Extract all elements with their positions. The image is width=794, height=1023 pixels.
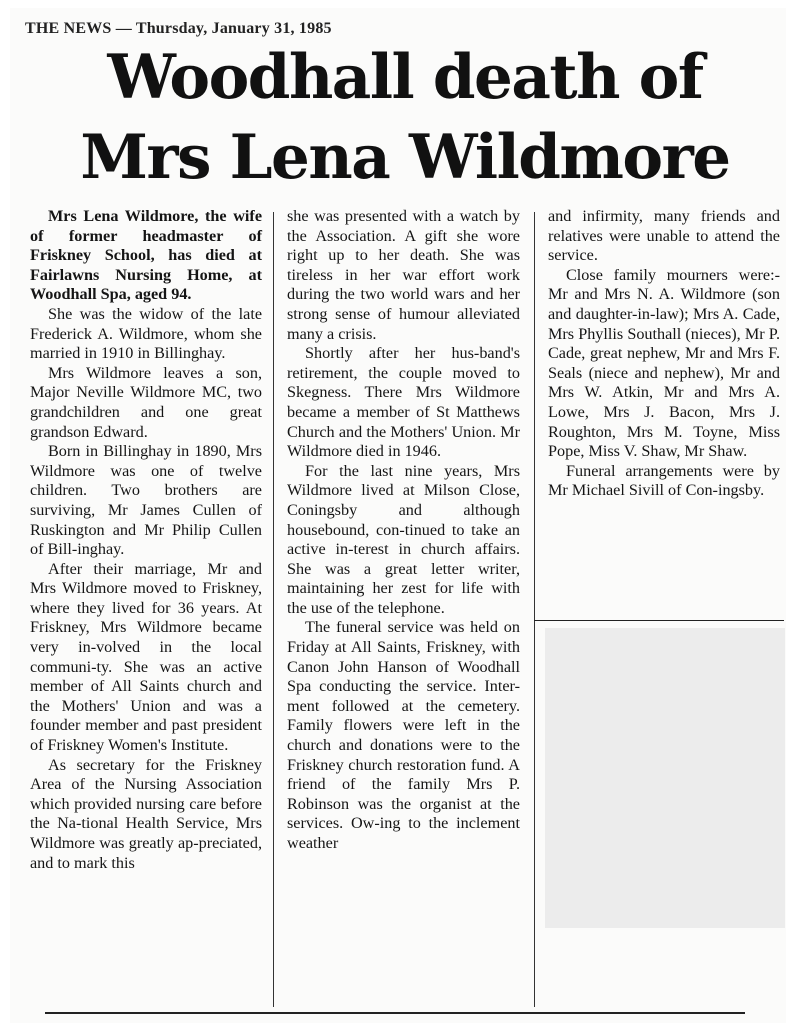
column-rule [273,212,274,1007]
article-paragraph: After their marriage, Mr and Mrs Wildmore moved to Friskney, where they lived for 36 years. At Friskney, Mrs Wildmore became very in-volved in the local communi-ty. She was an active member of All Saints church and the Mothers' Union and was a founder member and past president of Friskney Women's Institute. [30,559,262,755]
headline-line-1: Woodhall death of [107,42,703,113]
column-rule [534,212,535,1007]
headline [20,38,790,198]
article-paragraph: Born in Billinghay in 1890, Mrs Wildmore was one of twelve children. Two brothers are surviving, Mr James Cullen of Ruskington and Mr Philip Cullen of Bill-inghay. [30,442,262,559]
article-paragraph: Shortly after her hus-band's retirement, the couple moved to Skegness. There Mrs Wildmore became a member of St Matthews Church and the Mothers' Union. Mr Wildmore died in 1946. [287,344,520,461]
article-paragraph: Mrs Wildmore leaves a son, Major Neville Wildmore MC, two grandchildren and one great grandson Edward. [30,363,262,441]
blank-area [545,628,785,928]
end-rule [534,620,784,621]
article-paragraph: The funeral service was held on Friday at All Saints, Friskney, with Canon John Hanson of Woodhall Spa conducting the service. Inter-ment followed at the cemetery. Family flowers were left in the church and donations were to the Friskney church restoration fund. A friend of the family Mrs P. Robinson was the organist at the services. Ow-ing to the inclement weather [287,618,520,852]
article-paragraph: Close family mourners were:- Mr and Mrs N. A. Wildmore (son and daughter-in-law); Mrs A. Cade, Mrs Phyllis Southall (nieces), Mr P. Cade, great nephew, Mr and Mrs F. Seals (niece and nephew), Mr and Mrs W. Atkin, Mr and Mrs A. Lowe, Mrs J. Bacon, Mrs J. Roughton, Mrs M. Toyne, Miss Pope, Miss V. Shaw, Mr Shaw. [548,265,780,461]
article-paragraph: and infirmity, many friends and relatives were unable to attend the service. [548,207,780,265]
article-paragraph: Funeral arrangements were by Mr Michael Sivill of Con-ingsby. [548,461,780,500]
article-paragraph: Mrs Lena Wildmore, the wife of former headmaster of Friskney School, has died at Fairlawns Nursing Home, at Woodhall Spa, aged 94. [30,207,262,304]
article-paragraph: For the last nine years, Mrs Wildmore lived at Milson Close, Coningsby and although housebound, con-tinued to take an active in-terest in church affairs. She was a great letter writer, maintaining her zest for life with the use of the telephone. [287,461,520,617]
headline-line-2: Mrs Lena Wildmore [80,122,730,193]
article-column-2 [287,207,520,854]
article-paragraph: She was the widow of the late Frederick A. Wildmore, whom she married in 1910 in Billinghay. [30,304,262,363]
article-column-3 [548,207,780,501]
article-paragraph: As secretary for the Friskney Area of the Nursing Association which provided nursing care before the Na-tional Health Service, Mrs Wildmore was greatly ap-preciated, and to mark this [30,755,262,872]
dateline: THE NEWS — Thursday, January 31, 1985 [25,20,332,37]
article-paragraph: she was presented with a watch by the Association. A gift she wore right up to her death. She was tireless in her war effort work during the two world wars and her strong sense of humour alleviated many a crisis. [287,207,520,343]
article-column-1 [30,207,262,873]
page-edge [786,0,794,1023]
bottom-rule [45,1012,745,1014]
